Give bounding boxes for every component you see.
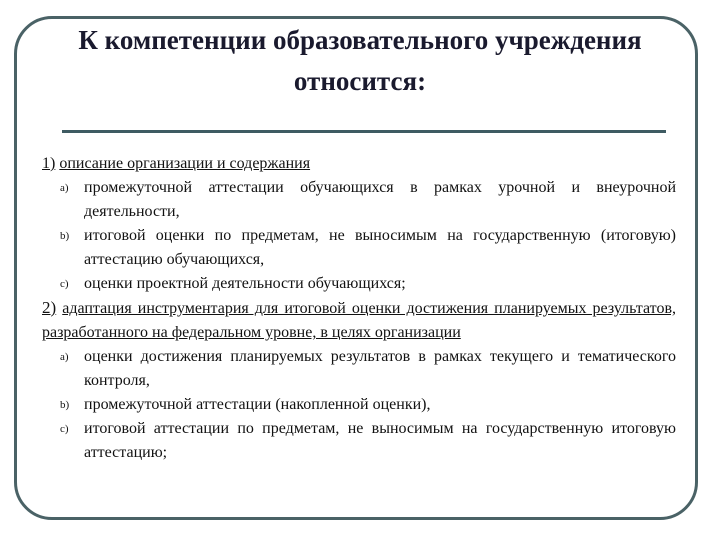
item-1-text: описание организации и содержания [59,155,311,172]
subitem-2b-marker: b) [60,399,70,411]
subitem-1b-marker: b) [60,230,70,242]
item-1-number: 1) [42,155,56,172]
subitem-1c-text: оценки проектной деятельности обучающихся; [84,275,406,292]
subitem-2c-text: итоговой аттестации по предметам, не выносимым на государственную итоговую аттестацию; [84,420,676,461]
subitem-2a-text: оценки достижения планируемых результатов в рамках текущего и тематического контроля, [84,348,676,389]
item-2-text: адаптация инструментария для итоговой оценки достижения планируемых результатов, разработанного на федеральном уровне, в целях организации [42,300,677,341]
subitem-2a-marker: a) [60,351,69,363]
title-divider [62,130,666,133]
subitem-2c-marker: c) [60,423,69,435]
subitem-1c-marker: c) [60,278,69,290]
subitem-1a-marker: a) [60,182,69,194]
item-2-number: 2) [42,298,57,317]
subitem-2c [42,417,676,465]
subitem-2b [42,393,676,417]
subitem-1c [42,272,676,296]
subitem-1b [42,224,676,272]
subitem-1b-text: итоговой оценки по предметам, не выносимым на государственную (итоговую) аттестацию обучающихся, [84,227,676,268]
competence-list [42,152,676,465]
list-item-2 [42,296,676,345]
subitem-1a [42,176,676,224]
slide-title: К компетенции образовательного учреждения относится: [78,25,642,96]
subitem-2b-text: промежуточной аттестации (накопленной оценки), [84,396,431,413]
subitem-2a [42,345,676,393]
list-item-1 [42,152,676,176]
subitem-1a-text: промежуточной аттестации обучающихся в рамках урочной и внеурочной деятельности, [84,179,676,220]
